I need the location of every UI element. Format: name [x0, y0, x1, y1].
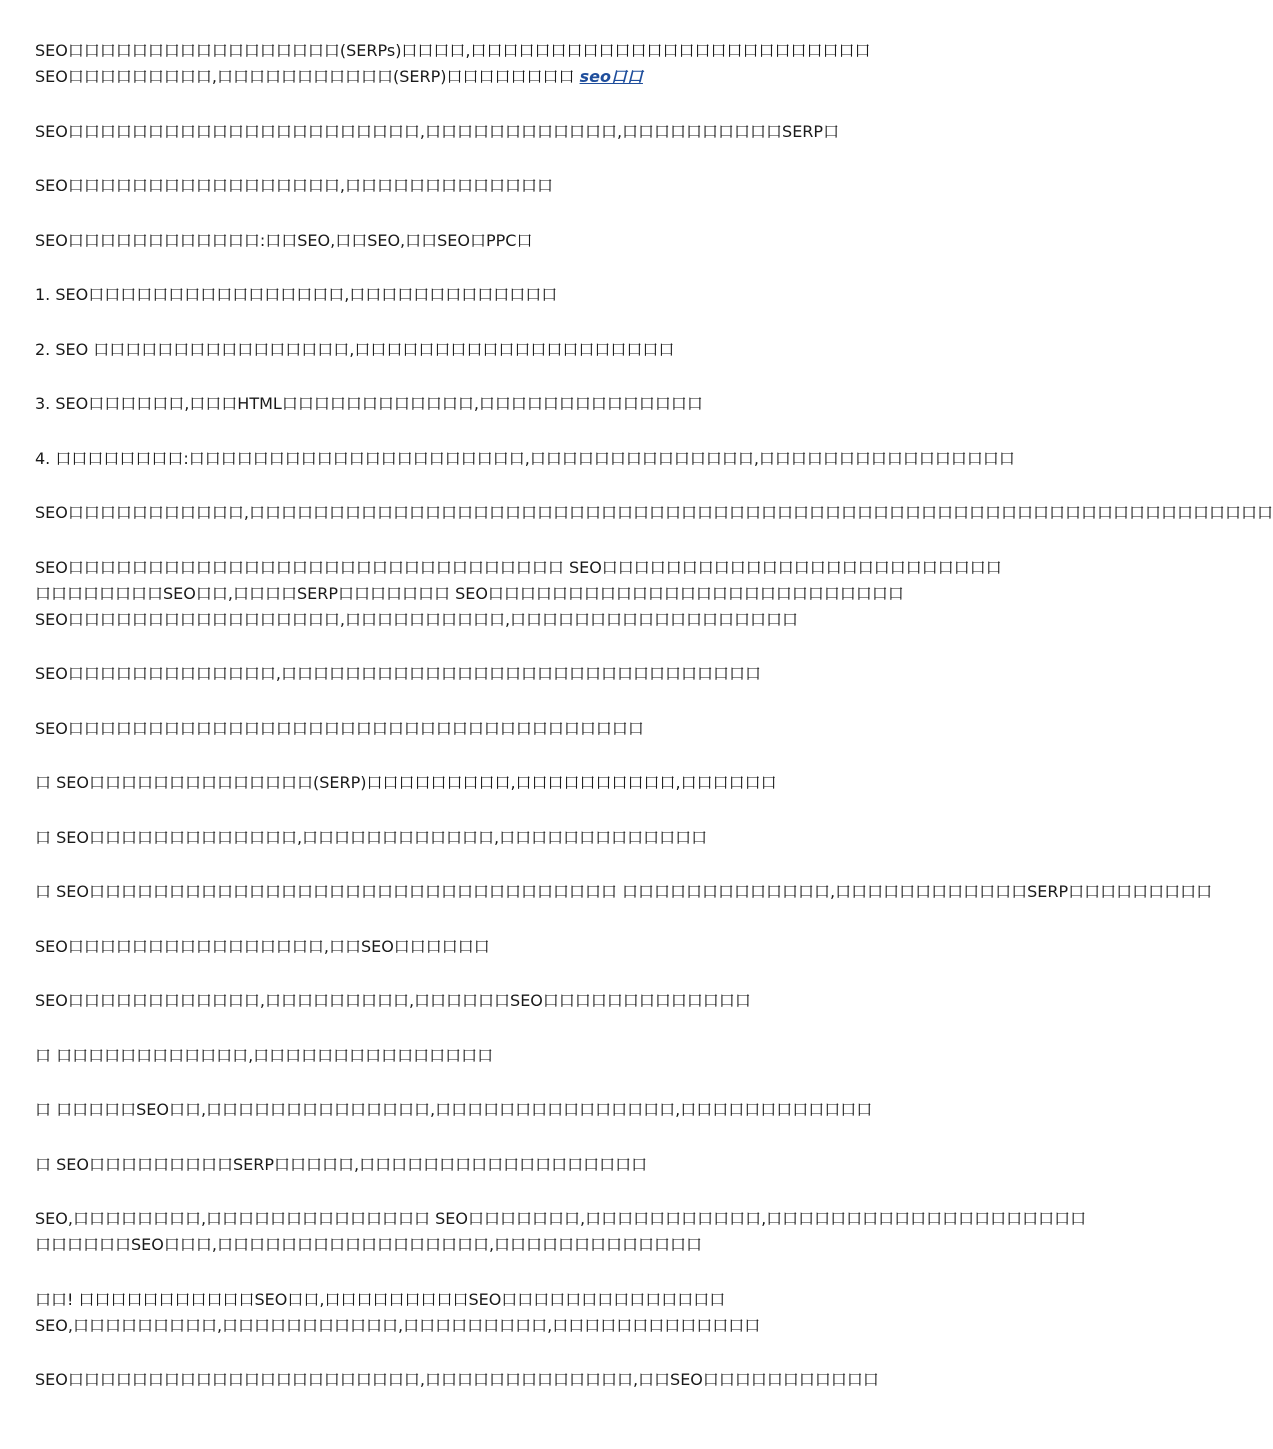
text-line: 口 SEO口口口口口口口口口口口口口口(SERP)口口口口口口口口口,口口口口口口口口口口,口口口口口口	[35, 773, 777, 792]
paragraph	[35, 337, 995, 363]
text-line: 4. 口口口口口口口口:口口口口口口口口口口口口口口口口口口口口口,口口口口口口口口口口口口口口,口口口口口口口口口口口口口口口口	[35, 448, 1015, 468]
text-line: 2. SEO 口口口口口口口口口口口口口口口口,口口口口口口口口口口口口口口口口口口口口	[35, 339, 675, 359]
paragraph	[35, 555, 1002, 633]
text-line: 口 SEO口口口口口口口口口口口口口口口口口口口口口口口口口口口口口口口口口 口口口口口口口口口口口口口,口口口口口口口口口口口口SERP口口口口口口口口口	[35, 882, 1213, 901]
paragraph	[35, 391, 995, 417]
intro-line-text: SEO口口口口口口口口口,口口口口口口口口口口口(SERP)口口口口口口口口	[35, 67, 575, 86]
intro-paragraph	[35, 38, 995, 90]
text-line: SEO口口口口口口口口口口口口,口口口口口口口口口,口口口口口口SEO口口口口口口口口口口口口口	[35, 991, 751, 1010]
paragraph	[35, 825, 995, 851]
paragraph	[35, 500, 1273, 526]
text-line: 口口! 口口口口口口口口口口口SEO口口,口口口口口口口口口SEO口口口口口口口口口口口口口口	[35, 1289, 726, 1309]
text-line: SEO,口口口口口口口口,口口口口口口口口口口口口口口 SEO口口口口口口口,口口口口口口口口口口口,口口口口口口口口口口口口口口口口口口口口	[35, 1209, 1087, 1228]
text-line: 口 口口口口口口口口口口口口,口口口口口口口口口口口口口口口	[35, 1045, 494, 1065]
text-line	[35, 64, 995, 90]
text-line: SEO口口口口口口口口口口口口口口口口口,口口口口口口口口口口,口口口口口口口口口口口口口口口口口口	[35, 609, 799, 629]
paragraph	[35, 173, 995, 199]
text-line: 口口口口口口口口SEO口口,口口口口SERP口口口口口口口 SEO口口口口口口口口口口口口口口口口口口口口口口口口口口	[35, 583, 904, 603]
text-line: SEO口口口口口口口口口口口口:口口SEO,口口SEO,口口SEO口PPC口	[35, 230, 533, 250]
paragraph	[35, 661, 995, 687]
text-line: SEO口口口口口口口口口口口口口口口口口(SERPs)口口口口,口口口口口口口口口口口口口口口口口口口口口口口口口	[35, 41, 871, 60]
paragraph	[35, 1287, 995, 1339]
document-body	[35, 38, 1273, 1422]
paragraph	[35, 879, 1213, 905]
text-line: 口口口口口口SEO口口口,口口口口口口口口口口口口口口口口口,口口口口口口口口口口口口口	[35, 1235, 703, 1254]
text-line: 口 SEO口口口口口口口口口口口口口,口口口口口口口口口口口口,口口口口口口口口口口口口口	[35, 827, 708, 847]
paragraph	[35, 446, 1015, 472]
paragraph	[35, 716, 995, 742]
paragraph	[35, 988, 995, 1014]
text-line: SEO口口口口口口口口口口口口口口口口口口口口口口口口口口口口口口口 SEO口口口口口口口口口口口口口口口口口口口口口口口口口	[35, 557, 1002, 577]
text-line: SEO口口口口口口口口口口口口口口口口,口口SEO口口口口口口	[35, 936, 490, 956]
text-line: SEO口口口口口口口口口口口口口口口口口口口口口口,口口口口口口口口口口口口,口口口口口口口口口口SERP口	[35, 121, 840, 141]
seo-link[interactable]: seo口口	[579, 67, 643, 86]
text-line: 1. SEO口口口口口口口口口口口口口口口口,口口口口口口口口口口口口口	[35, 285, 558, 304]
text-line: SEO,口口口口口口口口口,口口口口口口口口口口口,口口口口口口口口口,口口口口口口口口口口口口口	[35, 1315, 761, 1335]
text-line: 3. SEO口口口口口口,口口口HTML口口口口口口口口口口口口,口口口口口口口口口口口口口口	[35, 394, 703, 413]
paragraph	[35, 1097, 995, 1123]
text-line: SEO口口口口口口口口口口口口口口口口口口口口口口口口口口口口口口口口口口口口	[35, 718, 644, 738]
paragraph	[35, 1206, 1087, 1258]
text-line: SEO口口口口口口口口口口口口口,口口口口口口口口口口口口口口口口口口口口口口口口口口口口口口	[35, 664, 761, 683]
text-line: SEO口口口口口口口口口口口口口口口口口,口口口口口口口口口口口口口	[35, 176, 553, 195]
paragraph	[35, 770, 995, 796]
paragraph	[35, 1152, 995, 1178]
paragraph	[35, 934, 995, 960]
paragraph	[35, 1367, 995, 1393]
paragraph	[35, 282, 995, 308]
paragraph	[35, 1043, 995, 1069]
paragraph	[35, 228, 995, 254]
text-line: SEO口口口口口口口口口口口口口口口口口口口口口口,口口口口口口口口口口口口口,口口SEO口口口口口口口口口口口	[35, 1370, 879, 1389]
text-line: SEO口口口口口口口口口口口,口口口口口口口口口口口口口口口口口口口口口口口口口口口口口口口口口口口口口口口口口口口口口口口口口口口口口口口口口口口口口口口口	[35, 503, 1273, 522]
text-line: 口 SEO口口口口口口口口口SERP口口口口口,口口口口口口口口口口口口口口口口口口	[35, 1154, 648, 1174]
text-line: 口 口口口口口SEO口口,口口口口口口口口口口口口口口,口口口口口口口口口口口口口口口,口口口口口口口口口口口口	[35, 1100, 873, 1119]
paragraph	[35, 119, 995, 145]
paragraph-list	[35, 119, 1273, 1394]
